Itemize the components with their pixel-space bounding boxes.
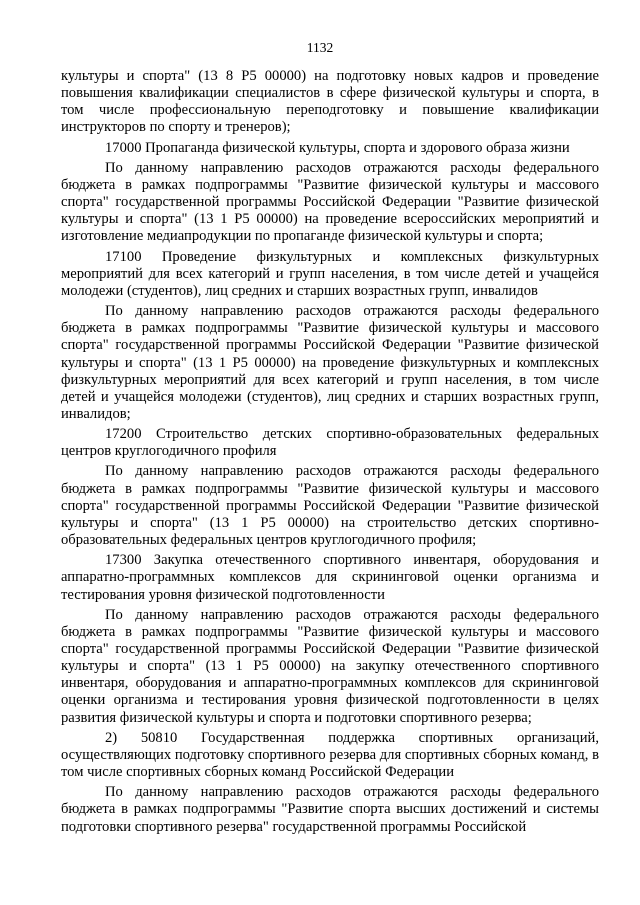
heading-17200: 17200 Строительство детских спортивно-образовательных федеральных центров круглогодичного профиля — [61, 426, 599, 460]
paragraph-50810-description: По данному направлению расходов отражаются расходы федерального бюджета в рамках подпрограммы "Развитие спорта высших достижений и системы подготовки спортивного резерва" государственной программы Российской — [61, 784, 599, 835]
page-number: 1132 — [306, 40, 334, 55]
paragraph-17200-description: По данному направлению расходов отражаются расходы федерального бюджета в рамках подпрограммы "Развитие физической культуры и массового спорта" государственной программы Российской Федерации "Развитие физической культуры и спорта" (13 1 Р5 00000) на строительство детских спортивно-образовательных федеральных центров круглогодичного профиля; — [61, 463, 599, 549]
heading-17300: 17300 Закупка отечественного спортивного инвентаря, оборудования и аппаратно-программных комплексов для скрининговой оценки организма и тестирования уровня физической подготовленности — [61, 552, 599, 603]
paragraph-continuation: культуры и спорта" (13 8 Р5 00000) на подготовку новых кадров и проведение повышения квалификации специалистов в сфере физической культуры и спорта, в том числе профессиональную переподготовку и повышение квалификации инструкторов по спорту и тренеров); — [61, 68, 599, 136]
paragraph-17000-description: По данному направлению расходов отражаются расходы федерального бюджета в рамках подпрограммы "Развитие физической культуры и массового спорта" государственной программы Российской Федерации "Развитие физической культуры и спорта" (13 1 Р5 00000) на проведение всероссийских мероприятий и изготовление медиапродукции по пропаганде физической культуры и спорта; — [61, 159, 599, 245]
paragraph-17100-description: По данному направлению расходов отражаются расходы федерального бюджета в рамках подпрограммы "Развитие физической культуры и массового спорта" государственной программы Российской Федерации "Развитие физической культуры и спорта" (13 1 Р5 00000) на проведение физкультурных и комплексных физкультурных мероприятий для всех категорий и групп населения, в том числе детей и учащейся молодежи (студентов), лиц средних и старших возрастных групп, инвалидов; — [61, 303, 599, 422]
heading-50810: 2) 50810 Государственная поддержка спортивных организаций, осуществляющих подготовку спортивного резерва для спортивных сборных команд, в том числе спортивных сборных команд Российской Федерации — [61, 729, 599, 781]
heading-17100: 17100 Проведение физкультурных и комплексных физкультурных мероприятий для всех категорий и групп населения, в том числе детей и учащейся молодежи (студентов), лиц средних и старших возрастных групп, инвалидов — [61, 248, 599, 299]
paragraph-17300-description: По данному направлению расходов отражаются расходы федерального бюджета в рамках подпрограммы "Развитие физической культуры и массового спорта" государственной программы Российской Федерации "Развитие физической культуры и спорта" (13 1 Р5 00000) на закупку отечественного спортивного инвентаря, оборудования и аппаратно-программных комплексов для скрининговой оценки организма и тестирования уровня физической подготовленности в целях развития физической культуры и спорта и подготовки спортивного резерва; — [61, 606, 599, 726]
heading-17000: 17000 Пропаганда физической культуры, спорта и здорового образа жизни — [105, 139, 570, 156]
document-body — [61, 68, 599, 839]
